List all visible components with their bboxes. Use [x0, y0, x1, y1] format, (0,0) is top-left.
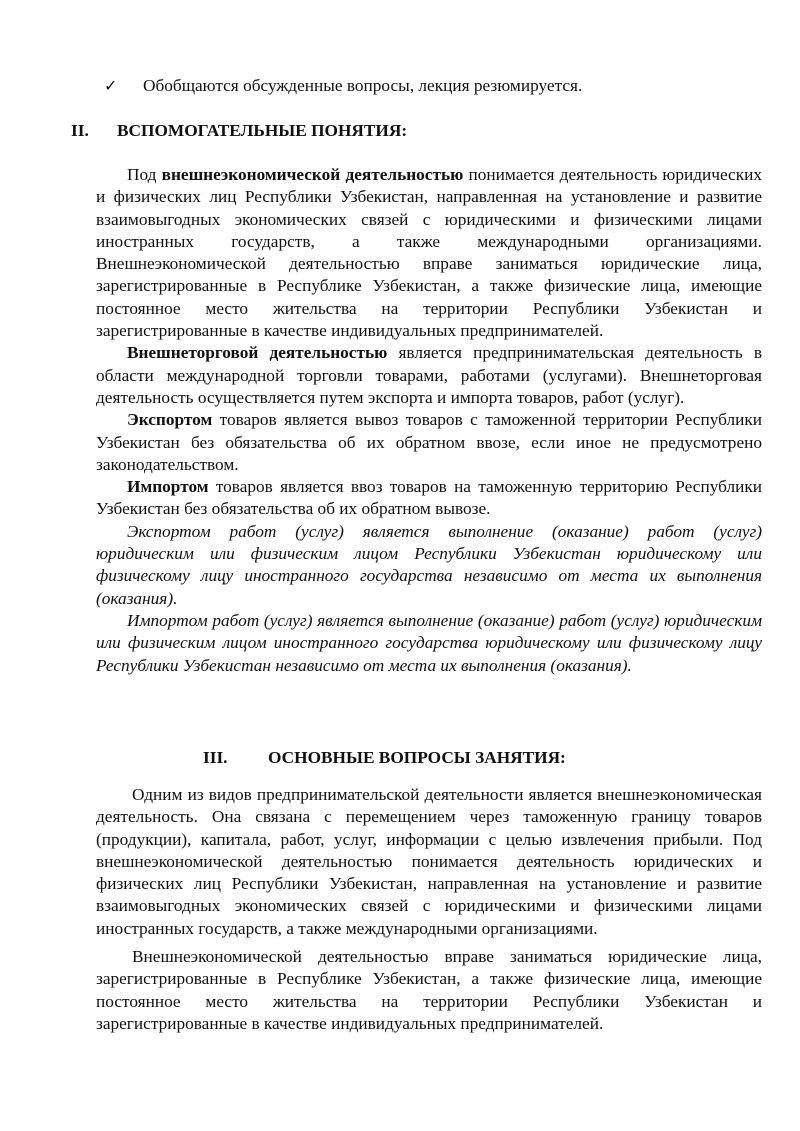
paragraph-export-services: Экспортом работ (услуг) является выполнение (оказание) работ (услуг) юридическим или физическим лицом Республики Узбекистан юридическому или физическому лицу иностранного государства независимо от места их выполнения (оказания).	[96, 521, 762, 608]
section-title: ОСНОВНЫЕ ВОПРОСЫ ЗАНЯТИЯ:	[268, 748, 566, 767]
term-ved: внешнеэкономической деятельностью	[161, 165, 464, 184]
term-export: Экспортом	[127, 410, 213, 430]
paragraph-main-2: Внешнеэкономической деятельностью вправе заниматься юридические лица, зарегистрированные в Республике Узбекистан, а также физические лица, имеющие постоянное место жительства на территории Республики Узбекистан и зарегистрированные в качестве индивидуальных предпринимателей.	[96, 947, 762, 1033]
paragraph-ved-definition	[96, 164, 762, 342]
paragraph-text: является предпринимательская деятельность в области международной торговли товарами, работами (услугами). Внешнеторговая деятельность осуществляется путем экспорта и импорта товаров, работ (услуг).	[96, 343, 762, 407]
section-body	[96, 784, 762, 1035]
paragraph-text: товаров является ввоз товаров на таможенную территорию Республики Узбекистан без обязательства об их обратном вывозе.	[96, 477, 762, 519]
section-title: ВСПОМОГАТЕЛЬНЫЕ ПОНЯТИЯ:	[117, 121, 408, 140]
paragraph-import-services: Импортом работ (услуг) является выполнение (оказание) работ (услуг) юридическим или физическим лицом иностранного государства юридическому или физическому лицу Республики Узбекистан независимо от места их выполнения (оказания).	[96, 610, 762, 675]
paragraph-import	[96, 476, 762, 521]
section-body	[96, 164, 762, 677]
paragraph-lead: Под	[127, 165, 162, 184]
paragraph-text: товаров является вывоз товаров с таможенной территории Республики Узбекистан без обязательства об их обратном ввозе, если иное не предусмотрено законодательством.	[96, 410, 762, 474]
paragraph-export	[96, 409, 762, 476]
paragraph-foreign-trade	[96, 342, 762, 409]
bullet-text: Обобщаются обсужденные вопросы, лекция резюмируется.	[143, 76, 583, 95]
section-number: III.	[203, 748, 228, 767]
paragraph-text: понимается деятельность юридических и физических лиц Республики Узбекистан, направленная на установление и развитие взаимовыгодных экономических связей с юридическими и физическими лицами иностранных государств, а также международными организациями. Внешнеэкономической деятельностью вправе заниматься юридические лица, зарегистрированные в Республике Узбекистан, а также физические лица, имеющие постоянное место жительства на территории Республики Узбекистан и зарегистрированные в качестве индивидуальных предпринимателей.	[96, 165, 762, 341]
term-foreign-trade: Внешнеторговой деятельностью	[127, 343, 388, 363]
checkmark-icon: ✓	[104, 76, 118, 95]
section-number: II.	[71, 121, 89, 140]
term-import: Импортом	[127, 477, 209, 497]
paragraph-main-1: Одним из видов предпринимательской деятельности является внешнеэкономическая деятельность. Она связана с перемещением через таможенную границу товаров (продукции), капитала, работ, услуг, информации с целью извлечения прибыли. Под внешнеэкономической деятельностью понимается деятельность юридических и физических лиц Республики Узбекистан, направленная на установление и развитие взаимовыгодных экономических связей с юридическими и физическими лицами иностранных государств, а также международными организациями.	[96, 785, 762, 938]
